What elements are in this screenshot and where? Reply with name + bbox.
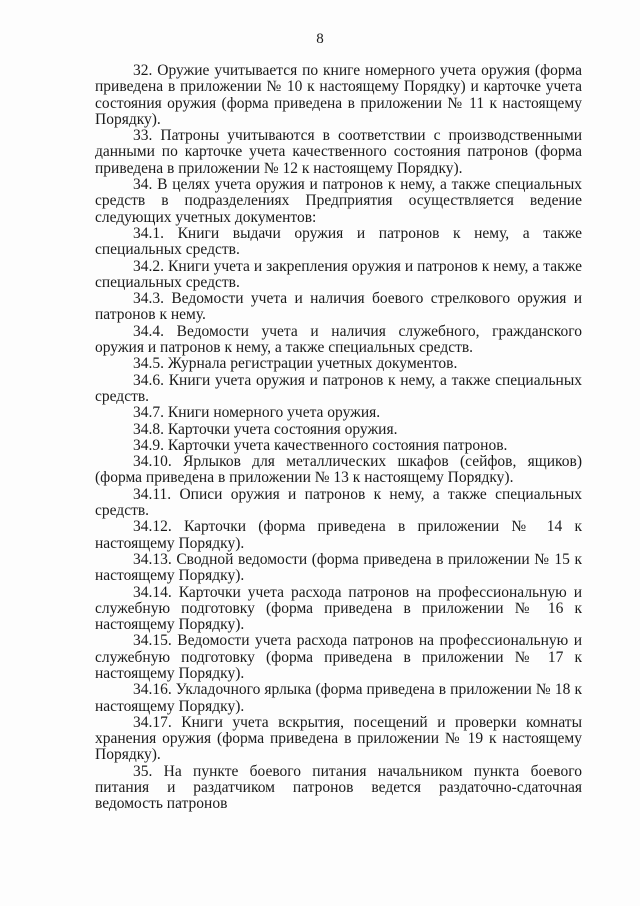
paragraph-34-6: 34.6. Книги учета оружия и патронов к нему, а также специальных средств. (95, 371, 582, 405)
paragraph-34-7: 34.7. Книги номерного учета оружия. (133, 404, 381, 422)
paragraph-34-8: 34.8. Карточки учета состояния оружия. (133, 420, 398, 438)
page-number: 8 (316, 31, 324, 47)
document-body (95, 63, 582, 813)
paragraph-34-15: 34.15. Ведомости учета расхода патронов на профессиональную и служебную подготовку (форма приведена в приложении № 17 к настоящему Порядку). (95, 632, 582, 682)
paragraph-34: 34. В целях учета оружия и патронов к нему, а также специальных средств в подразделениях Предприятия осуществляется ведение следующих учетных документов: (95, 176, 582, 226)
paragraph-34-5: 34.5. Журнала регистрации учетных документов. (133, 355, 458, 373)
paragraph-34-4: 34.4. Ведомости учета и наличия служебного, гражданского оружия и патронов к нему, а также специальных средств. (95, 322, 582, 357)
paragraph-34-9: 34.9. Карточки учета качественного состояния патронов. (133, 436, 508, 454)
paragraph-34-17: 34.17. Книги учета вскрытия, посещений и проверки комнаты хранения оружия (форма приведена в приложении № 19 к настоящему Порядку). (95, 713, 582, 764)
paragraph-33: 33. Патроны учитываются в соответствии с производственными данными по карточке учета качественного состояния патронов (форма приведена в приложении № 12 к настоящему Порядку). (95, 127, 582, 177)
paragraph-34-14: 34.14. Карточки учета расхода патронов на профессиональную и служебную подготовку (форма приведена в приложении № 16 к настоящему Порядку). (95, 583, 582, 634)
paragraph-32: 32. Оружие учитывается по книге номерного учета оружия (форма приведена в приложении № 10 к настоящему Порядку) и карточке учета состояния оружия (форма приведена в приложении № 11 к настоящему Порядку). (95, 62, 582, 128)
paragraph-34-10: 34.10. Ярлыков для металлических шкафов (сейфов, ящиков) (форма приведена в приложении № 13 к настоящему Порядку). (95, 453, 582, 487)
paragraph-34-13: 34.13. Сводной ведомости (форма приведена в приложении № 15 к настоящему Порядку). (95, 550, 582, 585)
paragraph-34-2: 34.2. Книги учета и закрепления оружия и патронов к нему, а также специальных средств. (95, 257, 582, 291)
paragraph-34-1: 34.1. Книги выдачи оружия и патронов к нему, а также специальных средств. (95, 224, 582, 259)
paragraph-34-11: 34.11. Описи оружия и патронов к нему, а также специальных средств. (95, 485, 582, 520)
paragraph-34-3: 34.3. Ведомости учета и наличия боевого стрелкового оружия и патронов к нему. (95, 290, 582, 324)
paragraph-35: 35. На пункте боевого питания начальником пункта боевого питания и раздатчиком патронов ведется раздаточно-сдаточная ведомость патронов (95, 762, 582, 813)
paragraph-34-16: 34.16. Укладочного ярлыка (форма приведена в приложении № 18 к настоящему Порядку). (95, 681, 582, 715)
paragraph-34-12: 34.12. Карточки (форма приведена в приложении № 14 к настоящему Порядку). (95, 518, 582, 552)
